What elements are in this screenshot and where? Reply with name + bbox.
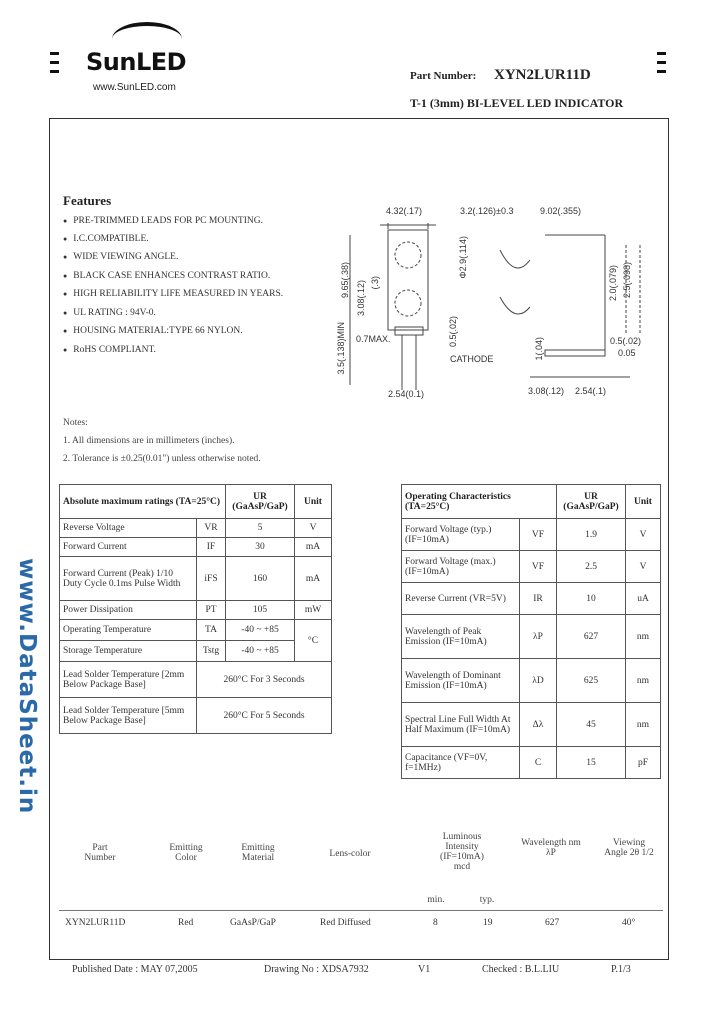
part-table-cell: 8: [433, 918, 438, 928]
table-cell: iFS: [197, 557, 226, 601]
feature-item: ● HOUSING MATERIAL:TYPE 66 NYLON.: [63, 326, 243, 336]
table-cell: λP: [520, 615, 557, 659]
table-cell: Reverse Current (VR=5V): [402, 583, 520, 615]
table-cell: V: [626, 519, 661, 551]
brand-logo: SunLED: [86, 48, 187, 76]
part-table-cell: 40°: [622, 918, 636, 928]
menu-bar-icon: [657, 52, 666, 55]
part-table-header: Lens-color: [329, 849, 371, 859]
table-cell: IF: [197, 538, 226, 557]
feature-item: ● WIDE VIEWING ANGLE.: [63, 252, 178, 262]
table-cell: nm: [626, 703, 661, 747]
part-table-header: Emitting Color: [169, 843, 203, 863]
table-header: Absolute maximum ratings (TA=25°C): [60, 485, 226, 519]
table-cell: Storage Temperature: [60, 641, 197, 662]
absolute-max-ratings-table: [59, 484, 332, 734]
dim-label: 1(.04): [534, 337, 544, 361]
table-header: Unit: [295, 485, 332, 519]
part-table-cell: XYN2LUR11D: [65, 918, 126, 928]
table-cell: °C: [295, 620, 332, 662]
table-cell: Forward Current: [60, 538, 197, 557]
menu-bar-icon: [657, 61, 666, 64]
part-table-subheader: min.: [427, 895, 445, 905]
table-cell: TA: [197, 620, 226, 641]
table-cell: mA: [295, 538, 332, 557]
table-cell: VR: [197, 519, 226, 538]
dim-label: 3.08(.12): [356, 280, 366, 317]
drawing-number: Drawing No : XDSA7932: [264, 964, 369, 975]
part-table-cell: Red Diffused: [320, 918, 371, 928]
table-cell: Lead Solder Temperature [5mm Below Package Base]: [60, 698, 197, 734]
table-header: Unit: [626, 485, 661, 519]
dim-label: (.3): [370, 276, 380, 290]
part-table-header: Part Number: [84, 843, 116, 863]
menu-bar-icon: [50, 70, 59, 73]
table-cell: 105: [226, 601, 295, 620]
part-table-cell: Red: [178, 918, 194, 928]
table-cell: 260°C For 5 Seconds: [197, 698, 332, 734]
note-item: 1. All dimensions are in millimeters (inches).: [63, 436, 235, 446]
table-cell: 5: [226, 519, 295, 538]
features-title: Features: [63, 193, 112, 208]
watermark: www.DataSheet.in: [14, 558, 40, 815]
part-table-divider: [59, 910, 663, 911]
dim-label: 3.2(.126)±0.3: [460, 206, 514, 216]
table-cell: Forward Voltage (typ.) (IF=10mA): [402, 519, 520, 551]
menu-bar-icon: [657, 70, 666, 73]
table-cell: VF: [520, 519, 557, 551]
table-cell: V: [295, 519, 332, 538]
table-cell: nm: [626, 615, 661, 659]
feature-item: ● RoHS COMPLIANT.: [63, 345, 156, 355]
website-url[interactable]: www.SunLED.com: [93, 82, 176, 93]
table-cell: Forward Current (Peak) 1/10 Duty Cycle 0.1ms Pulse Width: [60, 557, 197, 601]
part-table-header: Viewing Angle 2θ 1/2: [604, 838, 654, 858]
notes-title: Notes:: [63, 418, 88, 428]
table-cell: 627: [557, 615, 626, 659]
table-cell: -40 ~ +85: [226, 620, 295, 641]
table-cell: 625: [557, 659, 626, 703]
table-cell: pF: [626, 747, 661, 779]
page-subtitle: T-1 (3mm) BI-LEVEL LED INDICATOR: [410, 96, 624, 110]
table-cell: mA: [295, 557, 332, 601]
table-cell: Power Dissipation: [60, 601, 197, 620]
feature-item: ● PRE-TRIMMED LEADS FOR PC MOUNTING.: [63, 216, 263, 226]
table-cell: Capacitance (VF=0V, f=1MHz): [402, 747, 520, 779]
table-cell: Lead Solder Temperature [2mm Below Package Base]: [60, 662, 197, 698]
operating-characteristics-table: [401, 484, 661, 779]
dim-label: 3.5(.138)MIN: [336, 322, 346, 375]
table-cell: 2.5: [557, 551, 626, 583]
table-cell: Wavelength of Peak Emission (IF=10mA): [402, 615, 520, 659]
dim-label: 2.54(.1): [575, 386, 607, 396]
table-cell: PT: [197, 601, 226, 620]
part-number-label: Part Number:: [410, 70, 477, 82]
dim-label: 4.32(.17): [386, 206, 423, 216]
table-cell: 260°C For 3 Seconds: [197, 662, 332, 698]
table-cell: Reverse Voltage: [60, 519, 197, 538]
table-header: Operating Characteristics (TA=25°C): [402, 485, 557, 519]
dim-label: 0.5(.02): [448, 316, 458, 348]
part-number: XYN2LUR11D: [494, 67, 591, 83]
table-header: UR (GaAsP/GaP): [557, 485, 626, 519]
dim-label: Φ2.9(.114): [458, 236, 468, 279]
menu-bar-icon: [50, 61, 59, 64]
feature-item: ● I.C.COMPATIBLE.: [63, 234, 149, 244]
table-cell: -40 ~ +85: [226, 641, 295, 662]
table-header: UR (GaAsP/GaP): [226, 485, 295, 519]
dim-label: 9.02(.355): [540, 206, 582, 216]
dim-label: CATHODE: [450, 354, 494, 364]
dim-label: 0.05: [618, 348, 636, 358]
dim-label: 0.5(.02): [610, 336, 642, 346]
part-table-header: Luminous Intensity (IF=10mA) mcd: [440, 832, 484, 872]
table-cell: mW: [295, 601, 332, 620]
part-table-subheader: typ.: [479, 895, 495, 905]
checked-by: Checked : B.L.LIU: [482, 964, 560, 975]
page-number: P.1/3: [611, 964, 631, 975]
table-cell: uA: [626, 583, 661, 615]
part-table-header: Emitting Material: [241, 843, 275, 863]
part-table-cell: GaAsP/GaP: [230, 918, 276, 928]
dim-label: 3.08(.12): [528, 386, 565, 396]
table-cell: Wavelength of Dominant Emission (IF=10mA): [402, 659, 520, 703]
table-cell: Forward Voltage (max.) (IF=10mA): [402, 551, 520, 583]
table-cell: C: [520, 747, 557, 779]
table-cell: 45: [557, 703, 626, 747]
dim-label: 2.5(.098): [622, 262, 632, 299]
version: V1: [418, 964, 431, 975]
table-cell: 1.9: [557, 519, 626, 551]
part-table-cell: 19: [483, 918, 493, 928]
part-table-header: Wavelength nm λP: [521, 838, 581, 858]
table-cell: VF: [520, 551, 557, 583]
table-cell: Δλ: [520, 703, 557, 747]
dim-label: 2.0(.079): [608, 265, 618, 302]
table-cell: 15: [557, 747, 626, 779]
table-cell: 30: [226, 538, 295, 557]
table-cell: 160: [226, 557, 295, 601]
part-table-cell: 627: [545, 918, 560, 928]
table-cell: 10: [557, 583, 626, 615]
menu-bar-icon: [50, 52, 59, 55]
feature-item: ● UL RATING : 94V-0.: [63, 308, 156, 318]
table-cell: Spectral Line Full Width At Half Maximum (IF=10mA): [402, 703, 520, 747]
package-outline-drawing: [340, 215, 670, 395]
note-item: 2. Tolerance is ±0.25(0.01") unless otherwise noted.: [63, 454, 261, 464]
dim-label: 2.54(0.1): [388, 389, 425, 399]
feature-item: ● HIGH RELIABILITY LIFE MEASURED IN YEARS.: [63, 289, 283, 299]
published-date: Published Date : MAY 07,2005: [72, 964, 198, 975]
table-cell: Tstg: [197, 641, 226, 662]
table-cell: nm: [626, 659, 661, 703]
table-cell: Operating Temperature: [60, 620, 197, 641]
feature-item: ● BLACK CASE ENHANCES CONTRAST RATIO.: [63, 271, 270, 281]
table-cell: IR: [520, 583, 557, 615]
table-cell: λD: [520, 659, 557, 703]
dim-label: 0.7MAX.: [356, 334, 391, 344]
dim-label: 9.65(.38): [340, 262, 350, 299]
table-cell: V: [626, 551, 661, 583]
